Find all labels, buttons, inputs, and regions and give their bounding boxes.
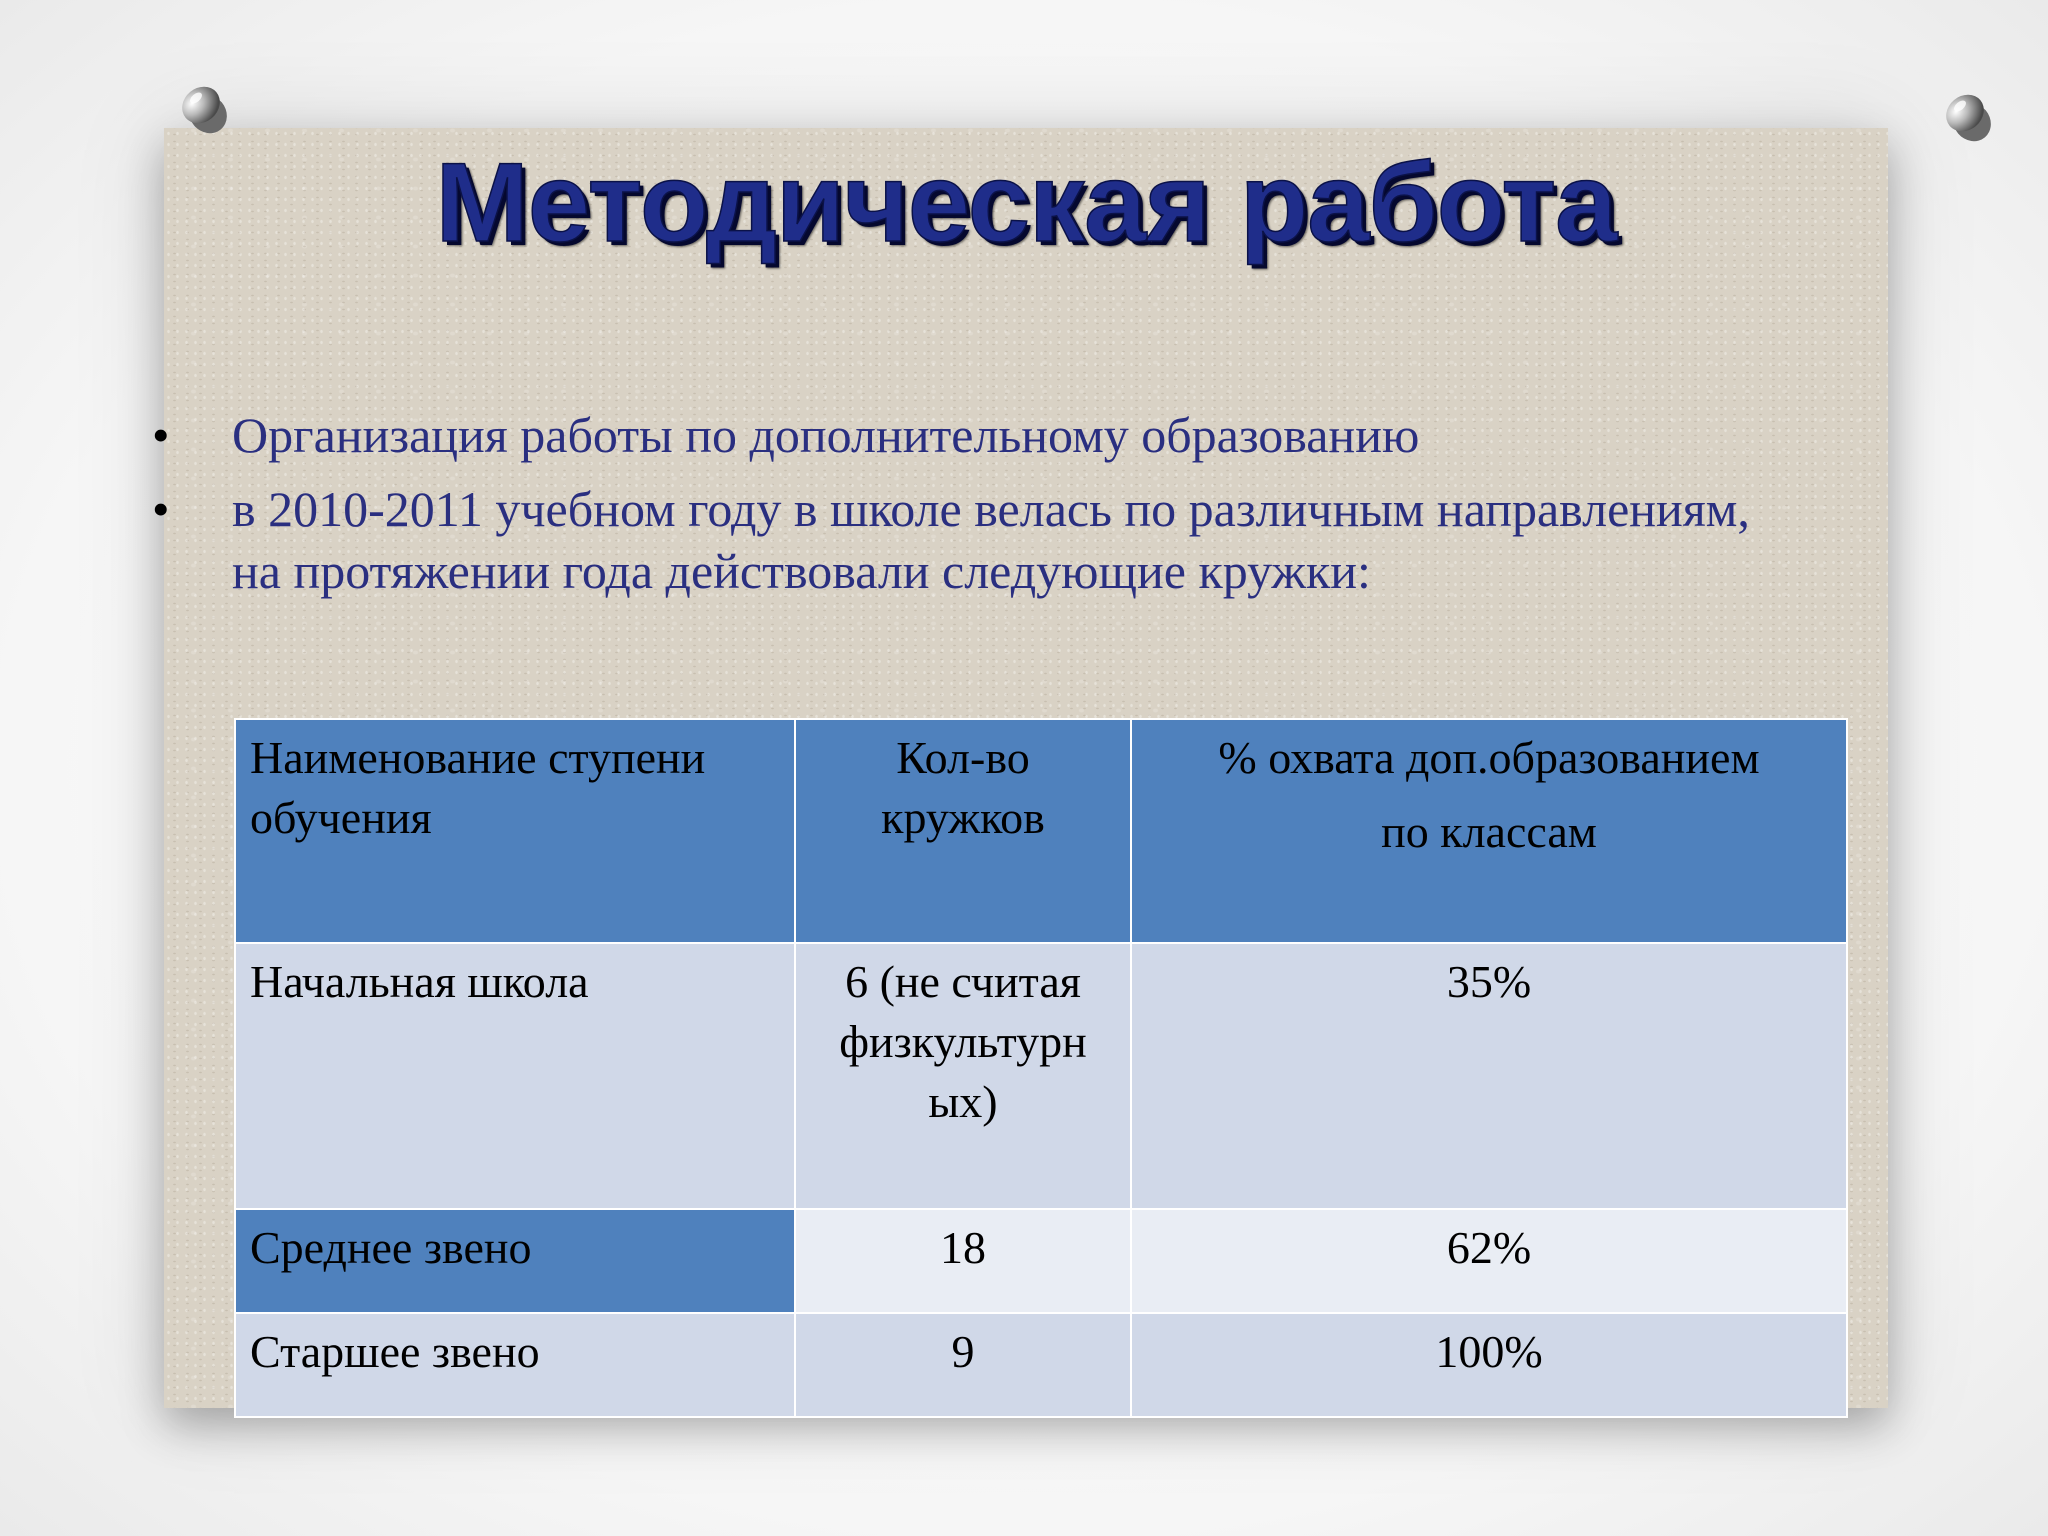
bullet-icon: • <box>152 407 170 463</box>
bullet-item <box>152 478 1752 602</box>
clubs-table <box>234 718 1848 1418</box>
bullet-item <box>152 404 1752 466</box>
cell-coverage: 35% <box>1131 943 1847 1209</box>
header-coverage-line1: % охвата доп.образованием <box>1218 732 1760 783</box>
bullet-list <box>152 404 1752 614</box>
bullet-icon: • <box>152 481 170 537</box>
table-header-row <box>235 719 1847 943</box>
pushpin-icon <box>168 72 238 142</box>
cell-coverage: 100% <box>1131 1313 1847 1417</box>
cell-coverage: 62% <box>1131 1209 1847 1313</box>
table-row <box>235 1209 1847 1313</box>
table-row <box>235 1313 1847 1417</box>
table-row <box>235 943 1847 1209</box>
cell-clubs-count: 9 <box>795 1313 1131 1417</box>
header-coverage <box>1131 719 1847 943</box>
cell-clubs-count: 18 <box>795 1209 1131 1313</box>
bullet-text: Организация работы по дополнительному образованию <box>232 407 1420 463</box>
header-coverage-line2: по классам <box>1381 806 1597 857</box>
cell-stage: Старшее звено <box>235 1313 795 1417</box>
pushpin-icon <box>1932 80 2002 150</box>
header-stage: Наименование ступени обучения <box>235 719 795 943</box>
header-clubs-count: Кол-во кружков <box>795 719 1131 943</box>
cell-stage: Среднее звено <box>235 1209 795 1313</box>
cell-stage: Начальная школа <box>235 943 795 1209</box>
cell-clubs-count: 6 (не считая физкультурн ых) <box>795 943 1131 1209</box>
bullet-text: в 2010-2011 учебном году в школе велась по различным направлениям, на протяжении года действовали следующие кружки: <box>232 481 1750 599</box>
slide-title: Методическая работа <box>435 140 1617 265</box>
